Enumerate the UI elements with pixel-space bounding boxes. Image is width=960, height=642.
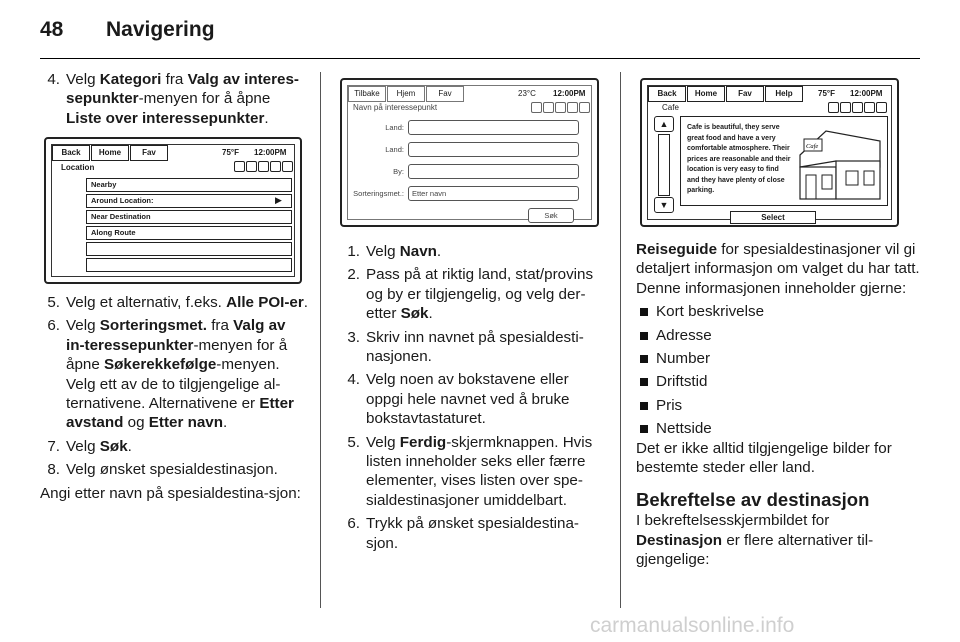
menu-item-along-route[interactable]: Along Route: [86, 226, 292, 240]
step-number: 1.: [347, 243, 360, 260]
step-number: 3.: [347, 328, 360, 346]
right-column: [636, 240, 926, 570]
para-text: I bekreftelsesskjermbildet for: [636, 512, 830, 530]
clock: 12:00PM: [850, 89, 883, 98]
watermark: carmanualsonline.info: [590, 614, 795, 637]
bullet-item: Adresse: [636, 326, 926, 345]
menu-item-empty[interactable]: [86, 258, 292, 272]
bold-term: Liste over interessepunkter: [66, 109, 265, 127]
step-item: [40, 70, 306, 128]
bold-term: Kategori: [99, 71, 162, 88]
step-text: Skriv inn navnet på spesialdesti-nasjonen.: [366, 328, 584, 366]
status-icon: [246, 161, 257, 172]
steps-list: [340, 242, 608, 553]
status-icon: [234, 161, 245, 172]
step-number: 4.: [347, 371, 360, 389]
bold-term: Søk: [99, 437, 128, 455]
status-icon: [555, 102, 566, 113]
page-title: Navigering: [106, 18, 215, 41]
field-label: Land:: [385, 123, 404, 132]
bold-term: Alle POI-er: [226, 294, 304, 311]
para-text: er flere alternativer til-gjengelige:: [636, 531, 874, 569]
field-label: Land:: [385, 145, 404, 154]
step-item: [340, 242, 608, 261]
step-item: [340, 514, 608, 553]
bold-term: Valg av in-teressepunkter: [66, 317, 286, 354]
step-item: [40, 460, 308, 479]
section-heading: Bekreftelse av destinasjon: [636, 489, 870, 511]
step-text: .: [223, 414, 228, 432]
step-item: [340, 433, 608, 511]
step-text: -menyen for å åpne: [138, 90, 271, 108]
page-number: 48: [40, 18, 64, 41]
destination-term: Destinasjon: [636, 531, 723, 549]
back-button[interactable]: Back: [648, 86, 686, 102]
step-text: Velg ønsket spesialdestinasjon.: [66, 461, 278, 479]
step-text: Velg et alternativ, f.eks.: [66, 294, 227, 311]
step-number: 7.: [47, 437, 60, 455]
step-number: 6.: [47, 317, 60, 335]
fav-button[interactable]: Fav: [426, 86, 464, 102]
body-text: Angi etter navn på spesialdestina-sjon:: [40, 484, 301, 502]
step-item: [340, 370, 608, 428]
bullet-item: Driftstid: [636, 372, 926, 391]
column-divider: [320, 72, 321, 608]
home-button[interactable]: Home: [687, 86, 725, 102]
bullet-item: Kort beskrivelse: [636, 302, 926, 321]
field-label: Sorteringsmet.:: [353, 189, 404, 198]
sort-method-field[interactable]: Etter navn: [408, 186, 579, 201]
status-icon: [876, 102, 887, 113]
status-icon: [258, 161, 269, 172]
info-panel: [680, 116, 888, 206]
guide-text: for spesialdestinasjoner vil gi detaljert informasjon om valget du har tatt. Denne informasjonen inneholder gjerne:: [636, 241, 920, 297]
step-number: 6.: [347, 515, 360, 533]
bullet-list: [636, 302, 926, 438]
menu-item-empty[interactable]: [86, 242, 292, 256]
screen-label: Location: [61, 163, 95, 172]
step-text: -skjermknappen. Hvis listen inneholder seks eller færre elementer, vises listen over spe-sialdestinasjoner umiddelbart.: [366, 433, 593, 509]
status-icon: [270, 161, 281, 172]
travel-guide-screen: [640, 78, 899, 227]
status-icon: [543, 102, 554, 113]
description-text: Cafe is beautiful, they serve great food and have a very comfortable atmosphere. Their prices are reasonable and their location is very easy to find and they have plenty of close parking.: [687, 124, 791, 194]
screen-label: Navn på interessepunkt: [353, 103, 438, 112]
clock: 12:00PM: [553, 89, 586, 98]
middle-column: [340, 242, 608, 557]
step-number: 5.: [347, 433, 360, 451]
body-text: [636, 511, 926, 569]
tilbake-button[interactable]: Tilbake: [348, 86, 386, 102]
body-text: [636, 240, 926, 298]
note-text: Det er ikke alltid tilgjengelige bilder for bestemte steder eller land.: [636, 439, 892, 477]
step-item: [340, 265, 608, 323]
step-number: 5.: [47, 294, 60, 311]
step-item: [340, 328, 608, 367]
status-icon: [864, 102, 875, 113]
steps-list: [40, 293, 308, 480]
menu-item-near-destination[interactable]: Near Destination: [86, 210, 292, 224]
step-text: Velg: [366, 433, 400, 451]
scrollbar[interactable]: [658, 134, 670, 196]
menu-item-nearby[interactable]: Nearby: [86, 178, 292, 192]
step-number: 8.: [47, 461, 60, 479]
step-text: -menyen for å åpne: [66, 336, 288, 374]
field-label: By:: [393, 167, 404, 176]
help-button[interactable]: Help: [765, 86, 803, 102]
cafe-building-image: [796, 127, 882, 201]
country-field[interactable]: [408, 142, 579, 157]
step-text: fra: [161, 71, 188, 88]
steps-list: [40, 70, 306, 128]
step-text: Velg: [66, 317, 100, 335]
bold-term: Valg av interes-sepunkter: [66, 71, 299, 108]
bullet-item: Nettside: [636, 419, 926, 438]
column-divider: [620, 72, 621, 608]
step-text: Velg: [366, 243, 400, 260]
temperature: 75°F: [222, 148, 239, 157]
step-text: .: [436, 243, 442, 260]
step-text: Velg: [66, 437, 100, 455]
bullet-item: Pris: [636, 396, 926, 415]
step-text: .: [303, 294, 309, 311]
step-number: 2.: [347, 266, 360, 284]
country-field[interactable]: [408, 120, 579, 135]
step-text: .: [127, 437, 132, 455]
status-icon: [828, 102, 839, 113]
clock: 12:00PM: [254, 148, 287, 157]
search-button[interactable]: Søk: [528, 208, 574, 223]
bold-term: Sorteringsmet.: [99, 317, 207, 335]
bold-term: Etter navn: [148, 414, 224, 432]
arrow-right-icon: ▶: [275, 195, 282, 205]
back-button[interactable]: Back: [52, 145, 90, 161]
status-icon: [852, 102, 863, 113]
bold-term: Ferdig: [399, 433, 447, 451]
step-item: [40, 293, 308, 312]
bold-term: Søk: [400, 305, 429, 323]
poi-search-screen: [340, 78, 599, 227]
status-icon: [840, 102, 851, 113]
bold-term: Etter avstand: [66, 395, 294, 432]
select-button[interactable]: Select: [730, 211, 816, 224]
cafe-sign: Cafe: [806, 143, 819, 150]
bold-term: Navn: [399, 243, 437, 260]
step-text: og: [123, 414, 149, 432]
step-text: Pass på at riktig land, stat/provins og by er tilgjengelig, og velg der-etter: [366, 266, 594, 323]
page-header: [40, 18, 215, 42]
left-column-lower: [40, 293, 308, 503]
fav-button[interactable]: Fav: [726, 86, 764, 102]
status-icon: [567, 102, 578, 113]
step-number: 4.: [47, 71, 60, 88]
temperature: 23°C: [518, 89, 536, 98]
step-text: -menyen. Velg ett av de to tilgjengelige al-ternativene. Alternativene er: [66, 356, 281, 413]
scroll-down-icon[interactable]: ▼: [654, 197, 674, 213]
status-icon: [282, 161, 293, 172]
temperature: 75°F: [818, 89, 835, 98]
left-column: [40, 70, 306, 132]
fav-button[interactable]: Fav: [130, 145, 168, 161]
step-item: [40, 437, 308, 456]
menu-item-around-location[interactable]: Around Location:: [86, 194, 292, 208]
bold-term: Søkerekkefølge: [104, 356, 217, 374]
guide-term: Reiseguide: [636, 241, 718, 258]
step-text: Velg: [66, 71, 100, 88]
step-text: fra: [206, 317, 234, 335]
step-text: Trykk på ønsket spesialdestina-sjon.: [366, 515, 579, 552]
bullet-item: Number: [636, 349, 926, 368]
step-text: .: [264, 109, 269, 127]
status-icon: [531, 102, 542, 113]
city-field[interactable]: [408, 164, 579, 179]
header-rule: [40, 58, 920, 59]
step-text: Velg noen av bokstavene eller oppgi hele navnet ved å bruke bokstavtastaturet.: [366, 371, 570, 428]
step-text: .: [428, 305, 433, 323]
screen-label: Cafe: [662, 103, 679, 112]
hjem-button[interactable]: Hjem: [387, 86, 425, 102]
home-button[interactable]: Home: [91, 145, 129, 161]
scroll-up-icon[interactable]: ▲: [654, 116, 674, 132]
location-screen: [44, 137, 302, 284]
step-item: [40, 316, 308, 432]
status-icon: [579, 102, 590, 113]
